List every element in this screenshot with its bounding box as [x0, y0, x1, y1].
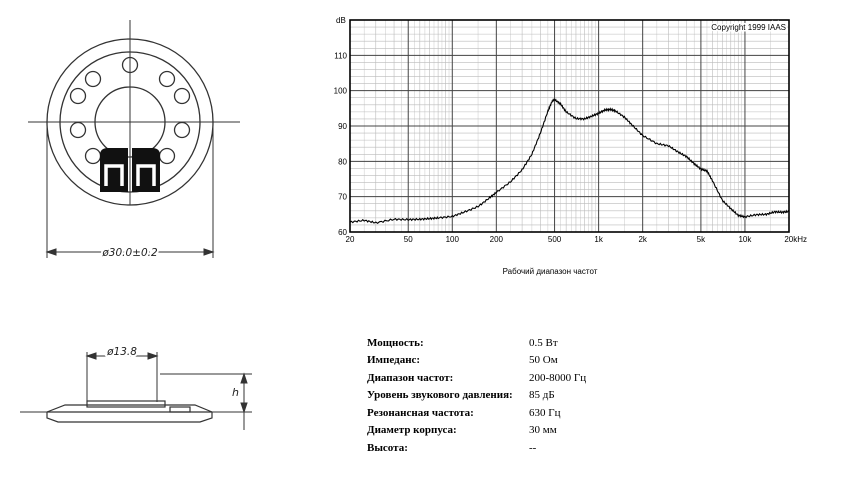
y-tick-label: 70	[338, 192, 347, 202]
magnet-dimension-label: ø13.8	[107, 346, 137, 358]
x-tick-label: 100	[445, 235, 459, 244]
y-tick-label: 100	[333, 86, 347, 96]
y-tick-label: 90	[338, 122, 347, 131]
spec-label: Мощность:	[367, 336, 424, 349]
x-tick-label: 20kHz	[784, 235, 807, 244]
spec-value: 85 дБ	[529, 389, 555, 402]
spec-value: 200-8000 Гц	[529, 371, 587, 384]
spec-value: 50 Ом	[529, 354, 558, 367]
spec-value: 0.5 Вт	[529, 336, 558, 349]
y-tick-label: 110	[334, 51, 347, 61]
spec-row	[367, 404, 586, 422]
chart-annotation: Copyright 1999 IAAS	[711, 23, 786, 32]
magnet-profile	[87, 401, 165, 407]
x-tick-label: 500	[547, 235, 562, 244]
spec-row	[367, 439, 586, 457]
speaker-side-view-drawing	[0, 330, 260, 440]
chart-caption: Рабочий диапазон частот	[502, 267, 598, 276]
spec-label: Резонансная частота:	[367, 406, 474, 419]
spec-value: --	[529, 441, 537, 454]
frequency-response-chart	[325, 8, 815, 248]
y-tick-label: 80	[338, 157, 347, 167]
spec-value: 30 мм	[529, 424, 557, 437]
height-dimension-label: h	[232, 386, 239, 399]
spec-row	[367, 334, 586, 352]
spec-label: Уровень звукового давления:	[367, 389, 513, 402]
spec-row	[367, 352, 586, 370]
spec-value: 630 Гц	[529, 406, 561, 419]
spec-label: Диаметр корпуса:	[367, 424, 457, 437]
x-tick-label: 1k	[594, 235, 603, 244]
x-tick-label: 10k	[738, 235, 752, 244]
spec-row	[367, 387, 586, 405]
spec-row	[367, 422, 586, 440]
y-tick-label: 60	[338, 228, 347, 237]
x-tick-label: 20	[345, 235, 355, 244]
x-tick-label: 2k	[638, 235, 647, 244]
x-tick-label: 50	[403, 235, 413, 244]
x-tick-label: 200	[489, 235, 504, 244]
diameter-dimension-label: ø30.0±0.2	[102, 247, 158, 259]
y-unit-label: dB	[336, 16, 346, 25]
spec-label: Диапазон частот:	[367, 371, 454, 384]
spec-table	[367, 334, 586, 457]
spec-label: Высота:	[367, 441, 408, 454]
x-tick-label: 5k	[696, 235, 706, 244]
spec-label: Импеданс:	[367, 354, 421, 367]
spec-row	[367, 369, 586, 387]
speaker-top-view-drawing	[0, 0, 280, 275]
